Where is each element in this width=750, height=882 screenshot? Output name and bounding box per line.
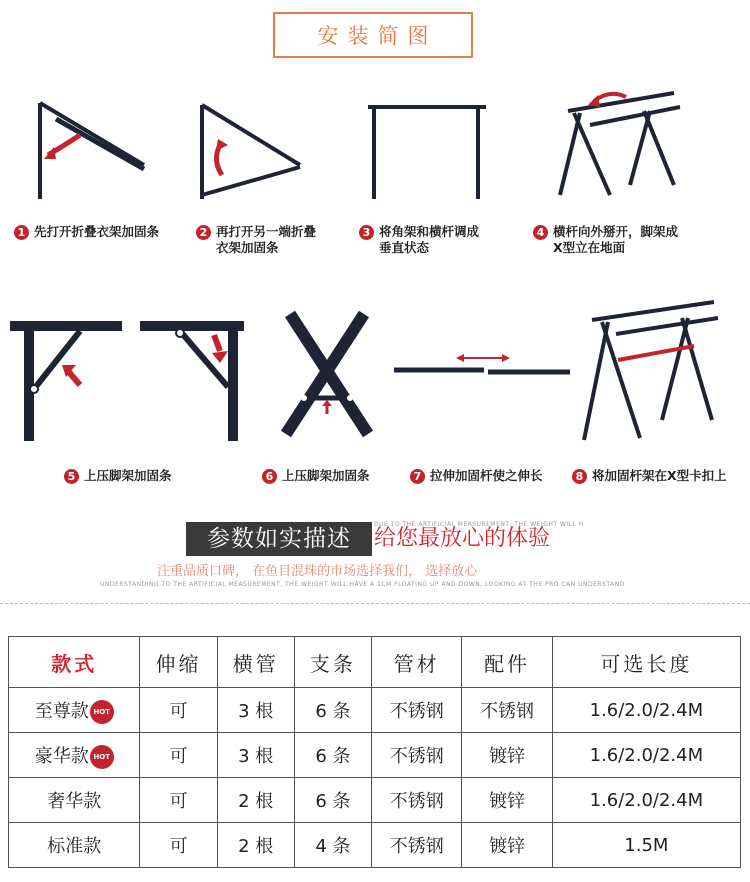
spec-table xyxy=(8,636,741,868)
table-cell: 镀锌 xyxy=(462,823,552,868)
table-cell: 不锈钢 xyxy=(372,733,462,778)
step-3-number: 3 xyxy=(359,225,374,240)
section-divider xyxy=(0,603,750,604)
table-cell: 6 条 xyxy=(294,778,371,823)
table-cell: 可 xyxy=(140,688,217,733)
table-cell: 3 根 xyxy=(217,688,294,733)
header-cross-tube: 横管 xyxy=(217,637,294,688)
table-cell-model: 奢华款 xyxy=(9,778,140,823)
step-4-caption xyxy=(533,224,678,256)
table-row xyxy=(9,733,741,778)
table-cell: 不锈钢 xyxy=(372,823,462,868)
table-row xyxy=(9,823,741,868)
table-cell: 1.6/2.0/2.4M xyxy=(552,733,740,778)
step-4-number: 4 xyxy=(533,225,548,240)
step-6-number: 6 xyxy=(262,469,277,484)
table-row xyxy=(9,688,741,733)
banner-tiny-right: DUE TO THE ARTIFICIAL MEASUREMENT, THE WEIGHT WILL H xyxy=(374,521,584,528)
header-fittings: 配件 xyxy=(462,637,552,688)
table-cell: 1.6/2.0/2.4M xyxy=(552,778,740,823)
step-7-text: 拉伸加固杆使之伸长 xyxy=(430,468,543,483)
step-5-caption xyxy=(64,468,172,484)
step-6-text: 上压脚架加固条 xyxy=(282,468,370,483)
step-8-caption xyxy=(572,468,727,484)
table-cell: 可 xyxy=(140,823,217,868)
table-cell: 不锈钢 xyxy=(372,688,462,733)
step-5-text: 上压脚架加固条 xyxy=(84,468,172,483)
table-cell: 2 根 xyxy=(217,778,294,823)
model-name: 至尊款 xyxy=(34,700,89,722)
table-cell: 可 xyxy=(140,733,217,778)
step-6-caption xyxy=(262,468,370,484)
table-cell: 3 根 xyxy=(217,733,294,778)
step-7-number: 7 xyxy=(410,469,425,484)
step-2-number: 2 xyxy=(196,225,211,240)
table-cell: 2 根 xyxy=(217,823,294,868)
step-1-caption xyxy=(14,224,159,240)
banner-tiny-bottom: UNDERSTANDING TO THE ARTIFICIAL MEASUREMENT, THE WEIGHT WILL HAVE A 1CM FLOATING UP AND DOWN, LOOKING AT THE PRO CAN UNDERSTAND xyxy=(100,581,625,588)
section-title: 安装简图 xyxy=(317,24,438,48)
banner-red-heading: 给您最放心的体验 xyxy=(374,526,551,551)
step-2-text: 再打开另一端折叠 衣架加固条 xyxy=(216,224,317,255)
table-cell-model xyxy=(9,733,140,778)
table-cell: 可 xyxy=(140,778,217,823)
table-cell: 镀锌 xyxy=(462,778,552,823)
hot-badge: HOT xyxy=(90,745,114,769)
table-cell: 6 条 xyxy=(294,688,371,733)
table-cell: 不锈钢 xyxy=(462,688,552,733)
step-1-text: 先打开折叠衣架加固条 xyxy=(34,224,160,239)
step-2-caption xyxy=(196,224,316,256)
section-title-box xyxy=(273,12,473,58)
spec-table-header xyxy=(9,637,741,688)
step-8-number: 8 xyxy=(572,469,587,484)
step-5-number: 5 xyxy=(64,469,79,484)
step-1-number: 1 xyxy=(14,225,29,240)
header-tube-material: 管材 xyxy=(372,637,462,688)
table-cell: 4 条 xyxy=(294,823,371,868)
header-telescopic: 伸缩 xyxy=(140,637,217,688)
banner-dark-heading: 参数如实描述 xyxy=(186,522,372,556)
step-8-text: 将加固杆架在X型卡扣上 xyxy=(592,468,727,483)
banner-subtitle: 注重品质口碑， 在鱼目混珠的市场选择我们， 选择放心 xyxy=(157,564,478,579)
table-cell: 6 条 xyxy=(294,733,371,778)
table-cell: 1.6/2.0/2.4M xyxy=(552,688,740,733)
table-row xyxy=(9,778,741,823)
model-name: 豪华款 xyxy=(34,745,89,767)
table-cell: 镀锌 xyxy=(462,733,552,778)
step-7-caption xyxy=(410,468,543,484)
table-cell: 不锈钢 xyxy=(372,778,462,823)
step-3-text: 将角架和横杆调成 垂直状态 xyxy=(379,224,480,255)
hot-badge: HOT xyxy=(90,700,114,724)
step-4-text: 横杆向外掰开，脚架成 X型立在地面 xyxy=(553,224,679,255)
table-cell-model: 标准款 xyxy=(9,823,140,868)
table-cell-model xyxy=(9,688,140,733)
header-brace: 支条 xyxy=(294,637,371,688)
table-cell: 1.5M xyxy=(552,823,740,868)
header-style: 款式 xyxy=(9,637,140,688)
header-length: 可选长度 xyxy=(552,637,740,688)
step-3-caption xyxy=(359,224,479,256)
